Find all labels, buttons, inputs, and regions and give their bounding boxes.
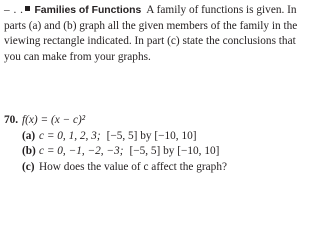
part-b-label: (b): [22, 145, 36, 158]
part-c-question: How does the value of c affect the graph?: [39, 160, 227, 173]
lead-marks: – . .: [4, 4, 24, 16]
part-b-values: c = 0, −1, −2, −3;: [39, 145, 124, 158]
section-heading: Families of Functions: [34, 5, 142, 16]
part-a-window: [−5, 5] by [−10, 10]: [106, 129, 197, 142]
part-a-values: c = 0, 1, 2, 3;: [39, 129, 101, 142]
part-a-label: (a): [22, 129, 36, 142]
part-b-window: [−5, 5] by [−10, 10]: [129, 145, 220, 158]
function-definition: f(x) = (x − c)²: [22, 114, 86, 126]
exercise-number: 70.: [4, 114, 19, 126]
section-intro: [4, 3, 310, 65]
part-a: [4, 129, 310, 145]
exercise-70: [4, 113, 310, 175]
part-b: [4, 144, 310, 160]
part-c-label: (c): [22, 160, 35, 173]
square-bullet-icon: [25, 6, 30, 11]
part-c: [4, 160, 310, 176]
exercise-statement: [4, 113, 310, 129]
intro-text: A family of functions is given. In parts (a) and (b) graph all the given members of the family in the viewing rectangle indicated. In part (c) state the conclusions that you can make from your graphs.: [4, 4, 298, 63]
